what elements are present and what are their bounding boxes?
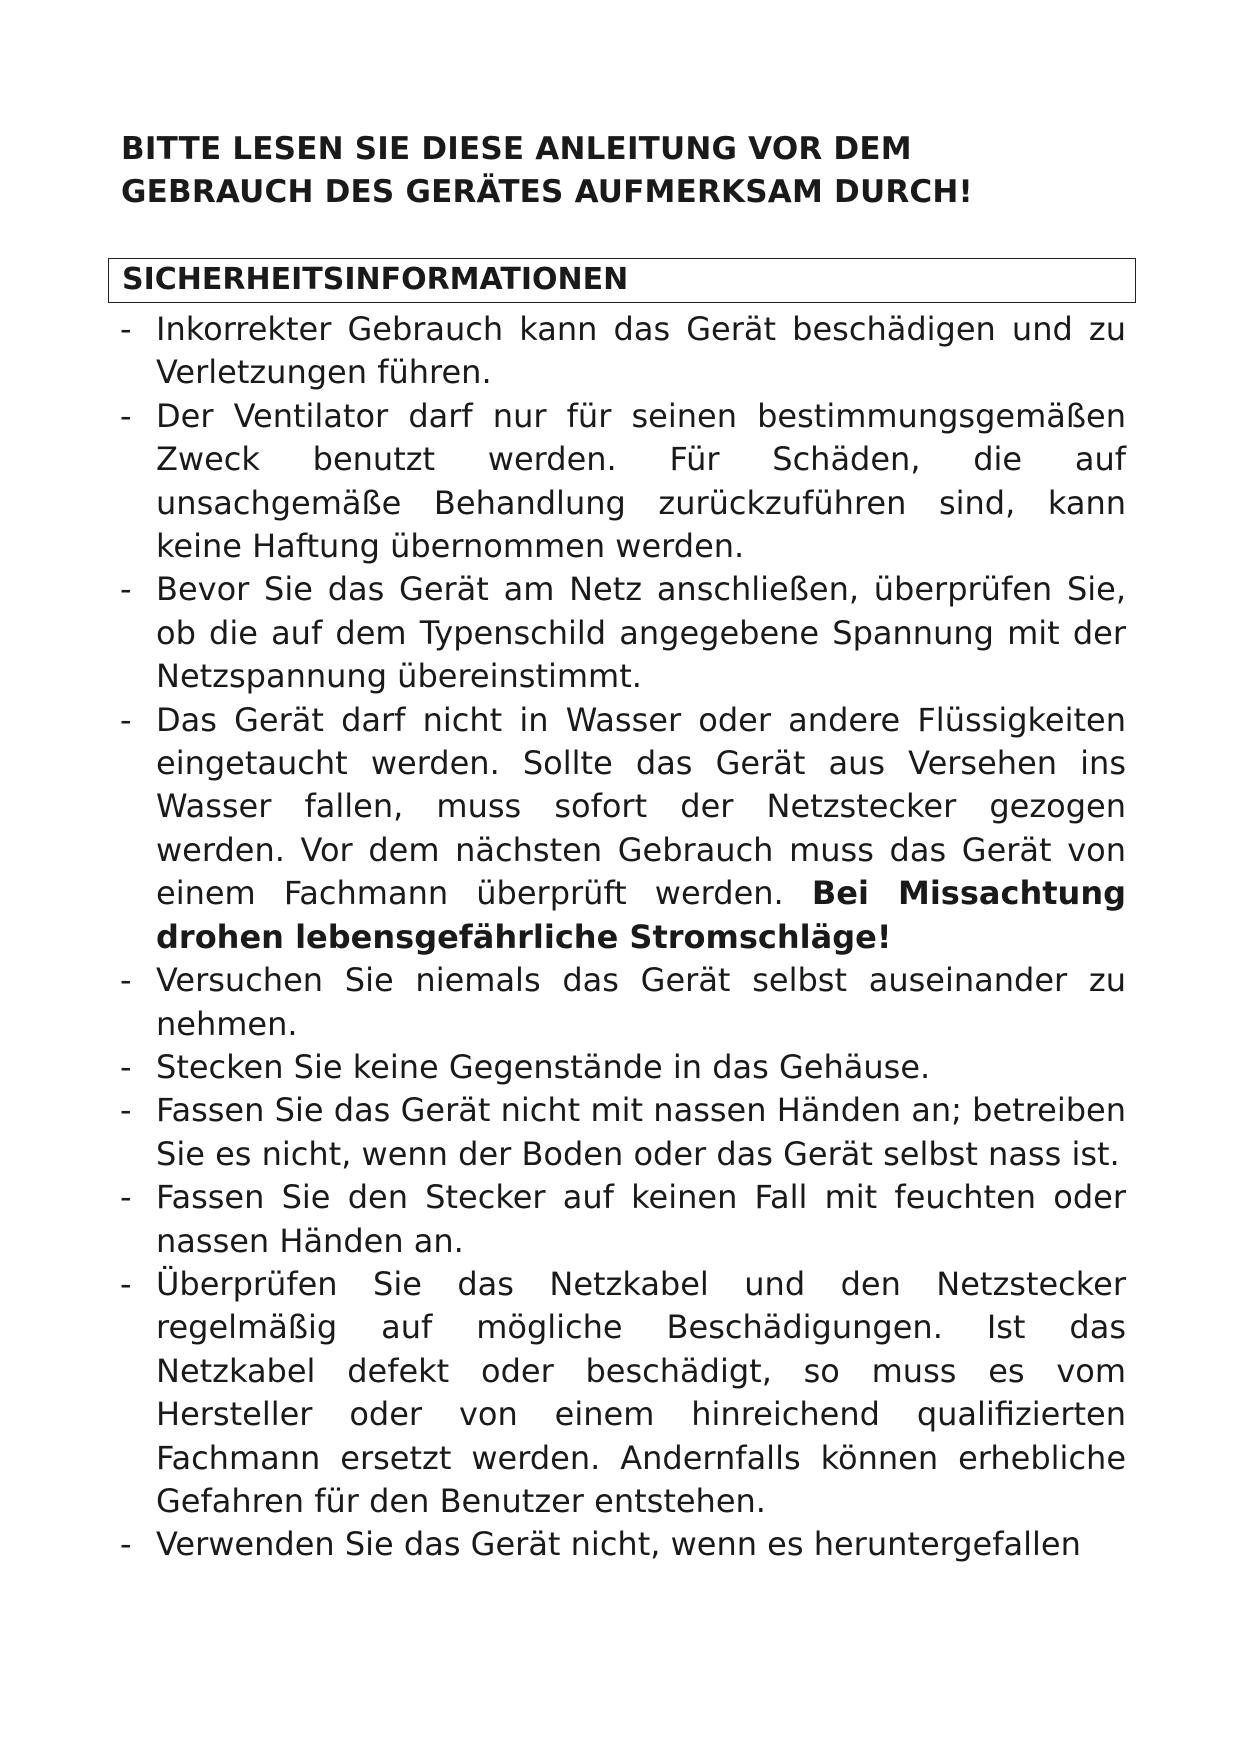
safety-item — [120, 1046, 1126, 1089]
safety-item-text: Versuchen Sie niemals das Gerät selbst auseinander zu nehmen. — [156, 961, 1126, 1043]
safety-item-text: Das Gerät darf nicht in Wasser oder andere Flüssigkeiten eingetaucht werden. Sollte das Gerät aus Versehen ins Wasser fallen, muss sofort der Netzstecker gezogen werden. Vor dem nächsten Gebrauch muss das Gerät von einem Fachmann überprüft werden. — [156, 700, 1126, 913]
bullet-dash: - — [120, 1178, 132, 1217]
bullet-dash: - — [120, 310, 132, 348]
safety-item-text: Fassen Sie den Stecker auf keinen Fall mit feuchten oder nassen Händen an. — [156, 1178, 1126, 1260]
safety-list — [120, 308, 1126, 1567]
section-title: SICHERHEITSINFORMATIONEN — [122, 262, 629, 297]
heading-line-1: BITTE LESEN SIE DIESE ANLEITUNG VOR DEM — [121, 131, 912, 167]
bullet-dash: - — [120, 1525, 132, 1564]
bullet-dash: - — [120, 396, 132, 435]
safety-item — [120, 395, 1126, 569]
safety-item — [120, 308, 1126, 395]
safety-item-text: Stecken Sie keine Gegenstände in das Gehäuse. — [156, 1047, 931, 1086]
safety-item-text: Bevor Sie das Gerät am Netz anschließen, überprüfen Sie, ob die auf dem Typenschild angegebene Spannung mit der Netzspannung übereinstimmt. — [156, 570, 1126, 696]
safety-item-text: Fassen Sie das Gerät nicht mit nassen Händen an; betreiben Sie es nicht, wenn der Boden oder das Gerät selbst nass ist. — [156, 1091, 1126, 1173]
bullet-dash: - — [120, 1091, 132, 1130]
heading-line-2: GEBRAUCH DES GERÄTES AUFMERKSAM DURCH! — [121, 174, 973, 210]
safety-item-text: Überprüfen Sie das Netzkabel und den Netzstecker regelmäßig auf mögliche Beschädigungen. Ist das Netzkabel defekt oder beschädigt, so muss es vom Hersteller oder von einem hinreichend qualifizierten Fachmann ersetzt werden. Andernfalls können erhebliche Gefahren für den Benutzer entstehen. — [156, 1264, 1126, 1520]
safety-item — [120, 699, 1126, 959]
safety-warning-bold: Bei Missachtung drohen lebensgefährliche Stromschläge! — [156, 874, 1127, 956]
safety-item — [120, 1176, 1126, 1263]
safety-item-text: Der Ventilator darf nur für seinen bestimmungsgemäßen Zweck benutzt werden. Für Schäden, die auf unsachgemäße Behandlung zurückzuführen sind, kann keine Haftung übernommen werden. — [156, 396, 1126, 566]
section-header-box — [108, 258, 1136, 303]
safety-item — [120, 1523, 1126, 1566]
bullet-dash: - — [120, 1047, 132, 1086]
safety-item-text: Verwenden Sie das Gerät nicht, wenn es heruntergefallen — [156, 1525, 1081, 1564]
bullet-dash: - — [120, 570, 132, 609]
bullet-dash: - — [120, 961, 132, 1000]
bullet-dash: - — [120, 1264, 132, 1303]
safety-item — [120, 1263, 1126, 1523]
read-instructions-heading — [121, 128, 1121, 214]
safety-item-text: Inkorrekter Gebrauch kann das Gerät beschädigen und zu Verletzungen führen. — [156, 310, 1126, 392]
bullet-dash: - — [120, 700, 132, 739]
safety-item — [120, 568, 1126, 698]
safety-item — [120, 1089, 1126, 1176]
safety-item — [120, 959, 1126, 1046]
